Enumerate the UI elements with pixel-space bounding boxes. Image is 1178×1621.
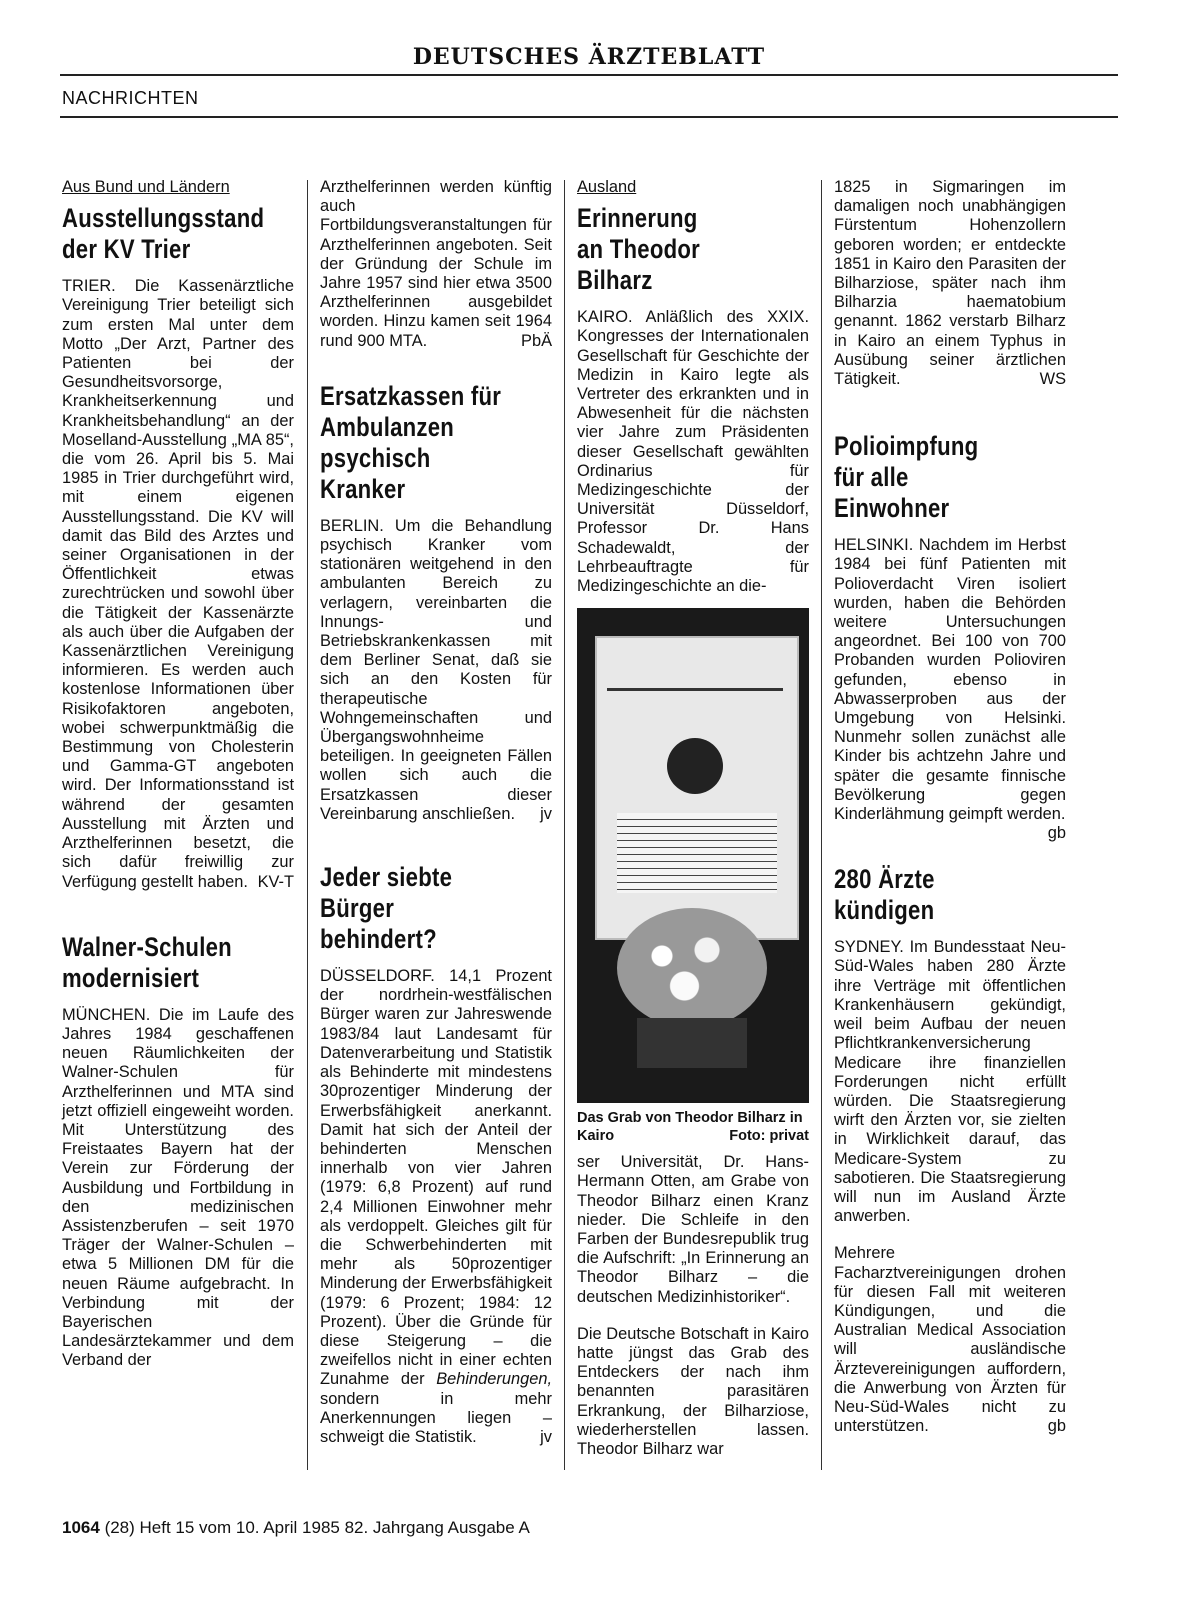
arabic-inscription — [607, 658, 783, 691]
column-divider — [821, 180, 822, 1470]
article-body: TRIER. Die Kassenärztliche Vereinigung Trier beteiligt sich zum ersten Mal unter dem Motto „Der Arzt, Partner des Patienten bei der Gesundheitsvorsorge, Krankheitserkennung und Krankheitsbehandlung“ an der Moselland-Ausstellung „MA 85“, die vom 26. April bis 5. Mai 1985 in Trier durchgeführt wird, mit einem eigenen Ausstellungsstand. Die KV will damit das Bild des Arztes und seiner Organisationen in der Öffentlichkeit etwas zurechtrücken und sowohl über die Tätigkeit der Kassenärzte als auch über die Aufgaben der Kassenärztlichen Vereinigung informieren. Es werden auch kostenlose Informationen über Risikofaktoren angeboten, wobei schwerpunktmäßig die Bestimmung von Cholesterin und Gamma-GT angeboten wird. Der Informationsstand ist während der gesamten Ausstellung mit Ärzten und Arzthelferinnen besetzt, die sich dafür freiwillig zur Verfügung gestellt haben. KV-T — [62, 277, 294, 891]
column-2 — [320, 178, 552, 1447]
author-sig: jv — [540, 1427, 552, 1446]
masthead-rule — [60, 74, 1118, 76]
author-sig: KV-T — [257, 872, 294, 891]
flower-bouquet — [617, 908, 767, 1028]
article-body: ser Universität, Dr. Hans-Hermann Otten, am Grabe von Theodor Bilharz einen Kranz nieder. Die Schleife in den Farben der Bundesrepublik trug die Aufschrift: „In Erinnerung an Theodor Bilharz – die deutschen Medizinhistoriker“. — [577, 1153, 809, 1306]
column-3 — [577, 178, 809, 1459]
wreath-ribbon — [637, 1018, 747, 1068]
article-body: Die Deutsche Botschaft in Kairo hatte jüngst das Grab des Entdeckers der nach ihm benannten parasitären Erkrankung, der Bilharziose, wiederherstellen lassen. Theodor Bilharz war — [577, 1324, 809, 1459]
column-1 — [62, 178, 294, 1371]
article-title: Ausstellungsstand der KV Trier — [62, 203, 265, 265]
photo-caption: Das Grab von Theodor Bilharz in Kairo Foto: privat — [577, 1110, 809, 1145]
grave-photo — [577, 608, 809, 1103]
author-sig: gb — [1047, 824, 1066, 843]
article-body: DÜSSELDORF. 14,1 Prozent der nordrhein-westfälischen Bürger waren zur Jahreswende 1983/84 laut Landesamt für Datenverarbeitung und Statistik als Behinderte mit mindestens 30prozentiger Minderung der Erwerbsfähigkeit anerkannt. Damit hat sich der Anteil der behinderten Menschen innerhalb von vier Jahren (1979: 6,8 Prozent) auf rund 2,4 Millionen Einwohner mehr als verdoppelt. Gleiches gilt für die Schwerbehinderten mit mehr als 50prozentiger Minderung der Erwerbsfähigkeit (1979: 6 Prozent; 1984: 12 Prozent). Über die Gründe für diese Steigerung – die zweifellos nicht in einer echten Zunahme der Behinderungen, sondern in mehr Anerkennungen liegen – schweigt die Statistik. jv — [320, 967, 552, 1446]
kicker: Aus Bund und Ländern — [62, 178, 230, 196]
page-number: 1064 — [62, 1518, 100, 1537]
column-4 — [834, 178, 1066, 1436]
article-body: BERLIN. Um die Behandlung psychisch Kranker vom stationären weitgehend in den ambulanten Bereich zu verlagern, vereinbarten die Innungs- und Betriebskrankenkassen mit dem Berliner Senat, daß sie sich an den Kosten für therapeutische Wohngemeinschaften und Übergangswohnheime beteiligen. In geeigneten Fällen wollen sich auch die Ersatzkassen dieser Vereinbarung anschließen. jv — [320, 516, 552, 823]
author-sig: jv — [540, 804, 552, 823]
kicker: Ausland — [577, 178, 637, 196]
masthead: DEUTSCHES ÄRZTEBLATT — [412, 44, 766, 70]
article-title: Walner-Schulen modernisiert — [62, 931, 232, 993]
author-sig: WS — [1039, 370, 1066, 389]
section-label: NACHRICHTEN — [62, 88, 199, 108]
author-sig: gb — [1047, 1417, 1066, 1436]
article-body: Mehrere Facharztvereinigungen drohen für diesen Fall mit weiteren Kündigungen, und die Australian Medical Association will ausländische Ärztevereinigungen auffordern, die Anwerbung von Ärzten für Neu-Süd-Wales nicht zu unterstützen. gb — [834, 1244, 1066, 1436]
column-divider — [564, 180, 565, 1470]
article-body: MÜNCHEN. Die im Laufe des Jahres 1984 geschaffenen neuen Räumlichkeiten der Walner-Schulen für Arzthelferinnen und MTA sind jetzt offiziell eingeweiht worden. Mit Unterstützung des Freistaates Bayern hat der Verein zur Förderung der Ausbildung und Fortbildung in den medizinischen Assistenzberufen – seit 1970 Träger der Walner-Schulen – etwa 5 Millionen DM für die neuen Räume aufgebracht. In Verbindung mit der Bayerischen Landesärztekammer und dem Verband der — [62, 1005, 294, 1370]
article-body: SYDNEY. Im Bundesstaat Neu-Süd-Wales haben 280 Ärzte ihre Verträge mit öffentlichen Krankenhäusern gekündigt, weil beim Aufbau der neuen Pflichtkrankenversicherung Medicare ihre finanziellen Forderungen nicht erfüllt würden. Die Staatsregierung wirft den Ärzten vor, sie zielten in Wirklichkeit darauf, das Medicare-System zu sabotieren. Die Staatsregierung will nun im Ausland Ärzte anwerben. — [834, 938, 1066, 1226]
article-body: HELSINKI. Nachdem im Herbst 1984 bei fünf Patienten mit Polioverdacht Viren isoliert wurden, haben die Behörden weitere Untersuchungen angeordnet. Bei 100 von 700 Probanden wurden Polioviren gefunden, ebenso in Abwasserproben aus der Umgebung von Helsinki. Nunmehr sollen zunächst alle Kinder bis achtzehn Jahre und später die gesamte finnische Bevölkerung gegen Kinderlähmung geimpft werden. gb — [834, 536, 1066, 843]
article-body: KAIRO. Anläßlich des XXIX. Kongresses der Internationalen Gesellschaft für Geschichte der Medizin in Kairo legte als Vertreter des erkrankten und in Abwesenheit für die nächsten vier Jahre zum Präsidenten dieser Gesellschaft gewählten Ordinarius für Medizingeschichte der Universität Düsseldorf, Professor Dr. Hans Schadewaldt, der Lehrbeauftragte für Medizingeschichte an die- — [577, 308, 809, 596]
column-divider — [307, 180, 308, 1470]
author-sig: PbÄ — [521, 331, 552, 350]
article-title: Polioimpfung für alle Einwohner — [834, 431, 979, 524]
page-footer — [62, 1518, 530, 1538]
article-title: Erinnerung an Theodor Bilharz — [577, 203, 700, 296]
issue-info: (28) Heft 15 vom 10. April 1985 82. Jahrgang Ausgabe A — [104, 1518, 530, 1537]
article-title: 280 Ärzte kündigen — [834, 864, 935, 926]
section-rule — [60, 116, 1118, 118]
article-title: Jeder siebte Bürger behindert? — [320, 862, 453, 955]
inscription-plaque — [617, 813, 777, 893]
article-body: 1825 in Sigmaringen im damaligen noch unabhängigen Fürstentum Hohenzollern geboren worden; er entdeckte 1851 in Kairo den Parasiten der Bilharziose, später nach ihm Bilharzia haematobium genannt. 1862 verstarb Bilharz in Kairo an einem Typhus in Ausübung seiner ärztlichen Tätigkeit. WS — [834, 178, 1066, 389]
article-title: Ersatzkassen für Ambulanzen psychisch Kranker — [320, 380, 502, 504]
portrait-medallion — [667, 738, 723, 794]
article-body: Arzthelferinnen werden künftig auch Fortbildungsveranstaltungen für Arzthelferinnen angeboten. Seit der Gründung der Schule im Jahre 1957 sind hier etwa 3500 Arzthelferinnen ausgebildet worden. Hinzu kamen seit 1964 rund 900 MTA. PbÄ — [320, 178, 552, 350]
